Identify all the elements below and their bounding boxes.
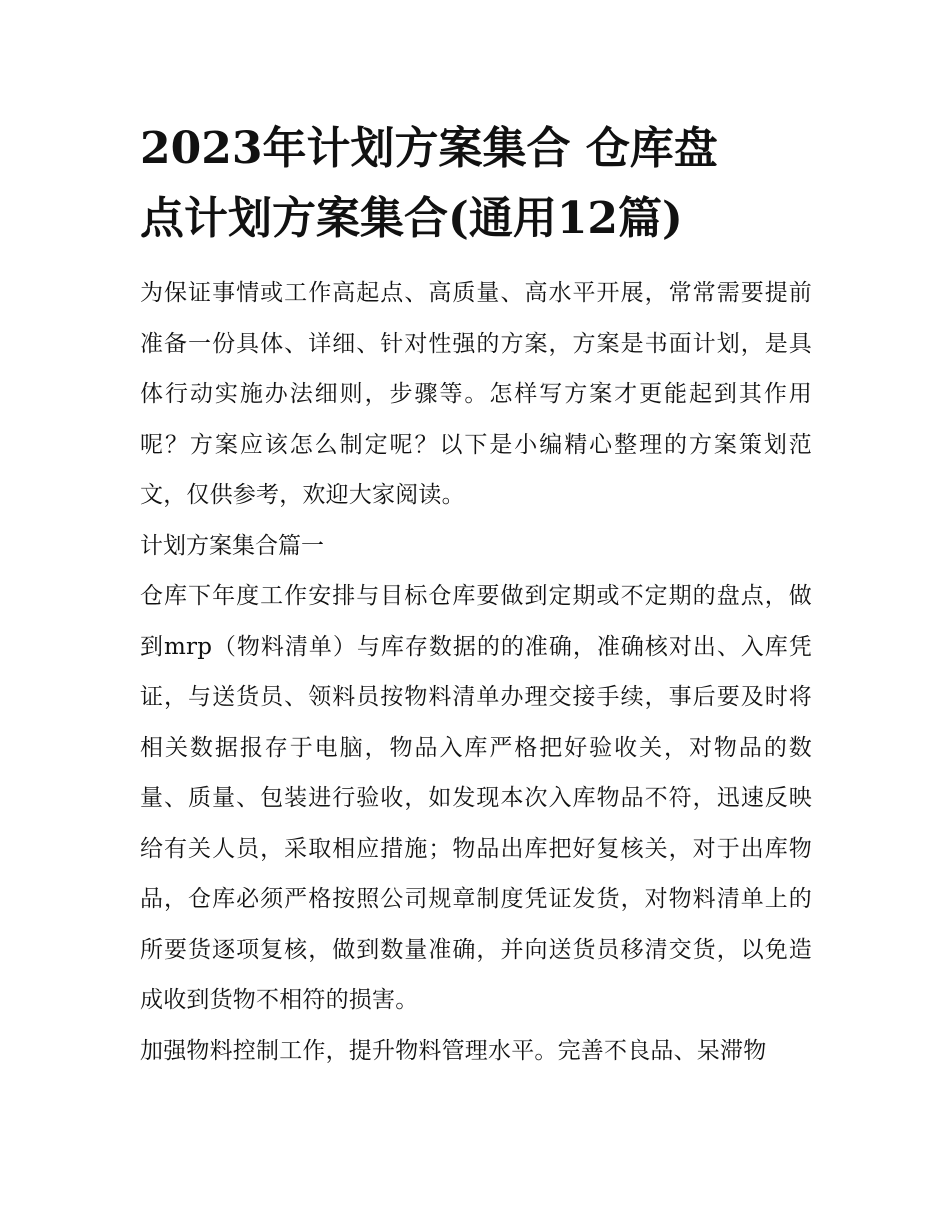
body-paragraph-1: 仓库下年度工作安排与目标仓库要做到定期或不定期的盘点，做到mrp（物料清单）与库存数据的的准确，准确核对出、入库凭证，与送货员、领料员按物料清单办理交接手续，事后要及时将相关数据报存于电脑，物品入库严格把好验收关，对物品的数量、质量、包装进行验收，如发现本次入库物品不符，迅速反映给有关人员，采取相应措施；物品出库把好复核关，对于出库物品，仓库必须严格按照公司规章制度凭证发货，对物料清单上的所要货逐项复核，做到数量准确，并向送货员移清交货，以免造成收到货物不相符的损害。 [140, 583, 812, 1013]
intro-paragraph: 为保证事情或工作高起点、高质量、高水平开展，常常需要提前准备一份具体、详细、针对性强的方案，方案是书面计划，是具体行动实施办法细则，步骤等。怎样写方案才更能起到其作用呢？方案应该怎么制定呢？以下是小编精心整理的方案策划范文，仅供参考，欢迎大家阅读。 [140, 280, 812, 508]
title-line-2: 点计划方案集合(通用12篇) [140, 193, 683, 244]
document-content [140, 114, 812, 1076]
section-heading: 计划方案集合篇一 [140, 532, 324, 559]
document-title [140, 114, 812, 254]
title-line-1: 2023年计划方案集合 仓库盘 [140, 123, 718, 174]
body-paragraph-2: 加强物料控制工作，提升物料管理水平。完善不良品、呆滞物 [140, 1037, 767, 1064]
